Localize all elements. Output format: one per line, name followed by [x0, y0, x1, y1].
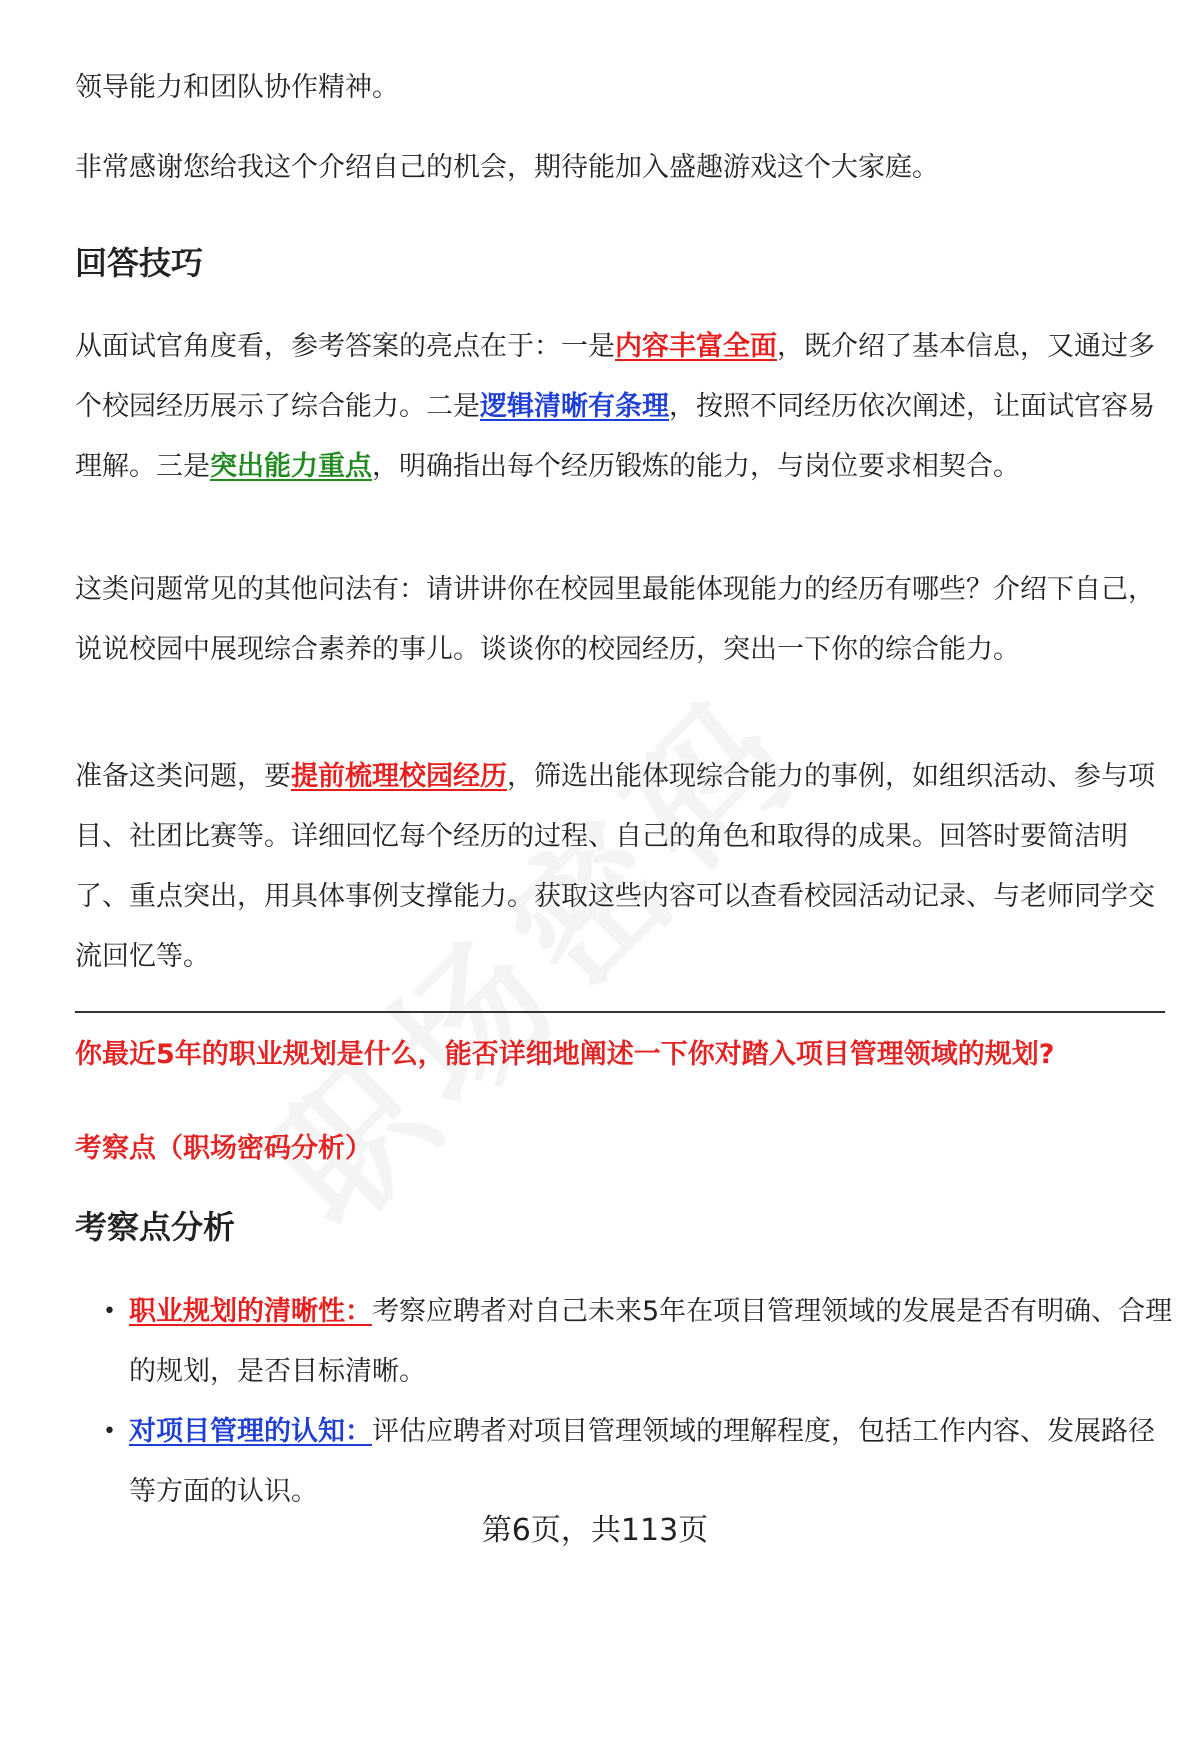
text-span: ，按照不同经历依次阐述，让面试官容易理解。三是 — [75, 391, 1155, 482]
analysis-heading: 考察点分析 — [75, 1208, 236, 1246]
intro-paragraph-2: 非常感谢您给我这个介绍自己的机会，期待能加入盛趣游戏这个大家庭。 — [75, 152, 939, 183]
tips-paragraph-1 — [75, 317, 1165, 497]
highlight-ability-focus: 突出能力重点 — [210, 451, 372, 482]
list-item — [75, 1402, 1175, 1522]
tips-heading: 回答技巧 — [75, 244, 204, 282]
page-number: 第6页，共113页 — [481, 1513, 709, 1548]
analysis-item-title: 职业规划的清晰性： — [129, 1296, 372, 1327]
analysis-item-text: 评估应聘者对项目管理领域的理解程度，包括工作内容、发展路径等方面的认识。 — [129, 1416, 1155, 1507]
analysis-list — [75, 1282, 1175, 1522]
analysis-item-title: 对项目管理的认知： — [129, 1416, 372, 1447]
tips-paragraph-2: 这类问题常见的其他问法有：请讲讲你在校园里最能体现能力的经历有哪些？介绍下自己，说说校园中展现综合素养的事儿。谈谈你的校园经历，突出一下你的综合能力。 — [75, 574, 1155, 665]
text-span: ，既介绍了基本信息，又通过多个校园经历展示了综合能力。二是 — [75, 331, 1155, 422]
text-span: 从面试官角度看，参考答案的亮点在于：一是 — [75, 331, 615, 362]
list-item — [75, 1282, 1175, 1402]
intro-paragraph-1: 领导能力和团队协作精神。 — [75, 72, 399, 103]
analysis-item-text: 考察应聘者对自己未来5年在项目管理领域的发展是否有明确、合理的规划，是否目标清晰。 — [129, 1296, 1173, 1387]
interview-question: 你最近5年的职业规划是什么，能否详细地阐述一下你对踏入项目管理领域的规划? — [75, 1039, 1055, 1070]
highlight-sort-experience: 提前梳理校园经历 — [291, 761, 507, 792]
kaocha-label: 考察点（职场密码分析） — [75, 1133, 372, 1164]
text-span: ，明确指出每个经历锻炼的能力，与岗位要求相契合。 — [372, 451, 1020, 482]
highlight-content-rich: 内容丰富全面 — [615, 331, 777, 362]
tips-paragraph-3 — [75, 747, 1165, 987]
highlight-logic-clear: 逻辑清晰有条理 — [480, 391, 669, 422]
bullet-icon: • — [103, 1299, 116, 1324]
text-span: 准备这类问题，要 — [75, 761, 291, 792]
text-span: ，筛选出能体现综合能力的事例，如组织活动、参与项目、社团比赛等。详细回忆每个经历的过程、自己的角色和取得的成果。回答时要简洁明了、重点突出，用具体事例支撑能力。获取这些内容可以查看校园活动记录、与老师同学交流回忆等。 — [75, 761, 1155, 972]
bullet-icon: • — [103, 1419, 116, 1444]
section-divider — [75, 1011, 1165, 1013]
